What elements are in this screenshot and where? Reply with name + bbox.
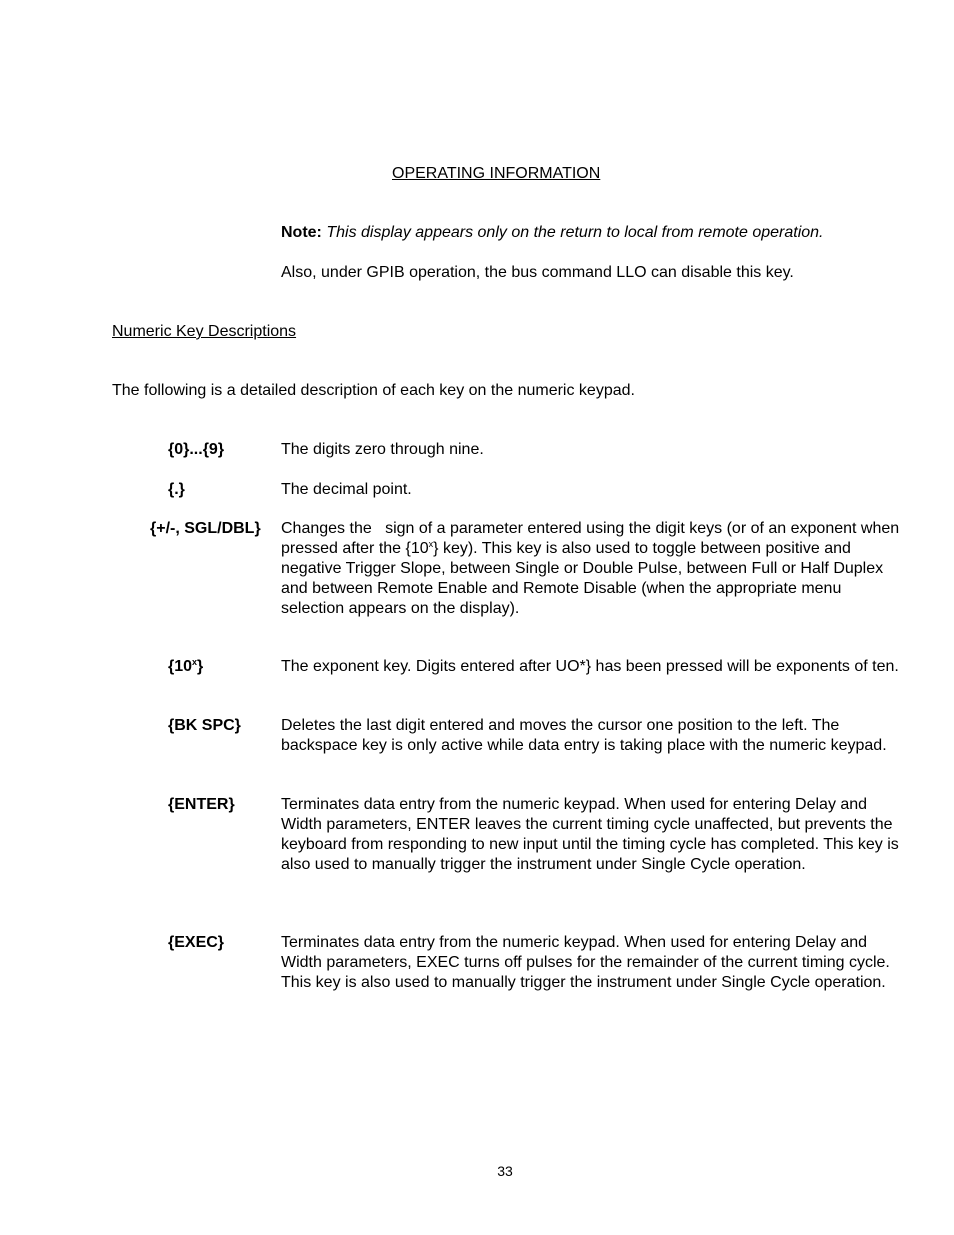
key-sign-label: {+/-, SGL/DBL} <box>150 520 261 537</box>
section-heading: Numeric Key Descriptions <box>112 323 297 340</box>
section-intro: The following is a detailed description of each key on the numeric keypad. <box>112 382 635 399</box>
key-enter-description: Terminates data entry from the numeric keypad. When used for entering Delay and Width parameters, ENTER leaves the current timing cycle unaffected, but prevents the keyboard from responding to new input until the timing cycle has completed. This key is also used to manually trigger the instrument under Single Cycle operation. <box>281 796 899 873</box>
key-exponent-description: The exponent key. Digits entered after UO*} has been pressed will be exponents of ten. <box>281 658 899 675</box>
key-enter-label: {ENTER} <box>168 796 235 813</box>
note-also-text: Also, under GPIB operation, the bus command LLO can disable this key. <box>281 264 794 281</box>
note-paragraph <box>281 223 824 243</box>
key-digits-description: The digits zero through nine. <box>281 441 484 458</box>
key-exec-label: {EXEC} <box>168 934 225 951</box>
page-title: OPERATING INFORMATION <box>392 165 601 182</box>
note-text: This display appears only on the return to local from remote operation. <box>326 224 824 241</box>
page-number: 33 <box>497 1163 513 1179</box>
key-decimal-label: {.} <box>168 481 185 498</box>
key-backspace-label: {BK SPC} <box>168 717 241 734</box>
key-decimal-description: The decimal point. <box>281 481 412 498</box>
key-exec-description: Terminates data entry from the numeric keypad. When used for entering Delay and Width parameters, EXEC turns off pulses for the remainder of the current timing cycle. This key is also used to manually trigger the instrument under Single Cycle operation. <box>281 934 890 991</box>
note-label: Note: <box>281 224 322 241</box>
key-digits-label: {0}...{9} <box>168 441 225 458</box>
key-sign-description: Changes the sign of a parameter entered using the digit keys (or of an exponent when pressed after the {10$^x$} key). This key is also used to toggle between positive and negative Trigger Slope, between Single or Double Pulse, between Full or Half Duplex and between Remote Enable and Remote Disable (when the appropriate menu selection appears on the display). <box>281 520 904 617</box>
key-backspace-description: Deletes the last digit entered and moves the cursor one position to the left. The backspace key is only active while data entry is taking place with the numeric keypad. <box>281 717 887 754</box>
key-exponent-label: {10$^x$} <box>168 657 204 675</box>
